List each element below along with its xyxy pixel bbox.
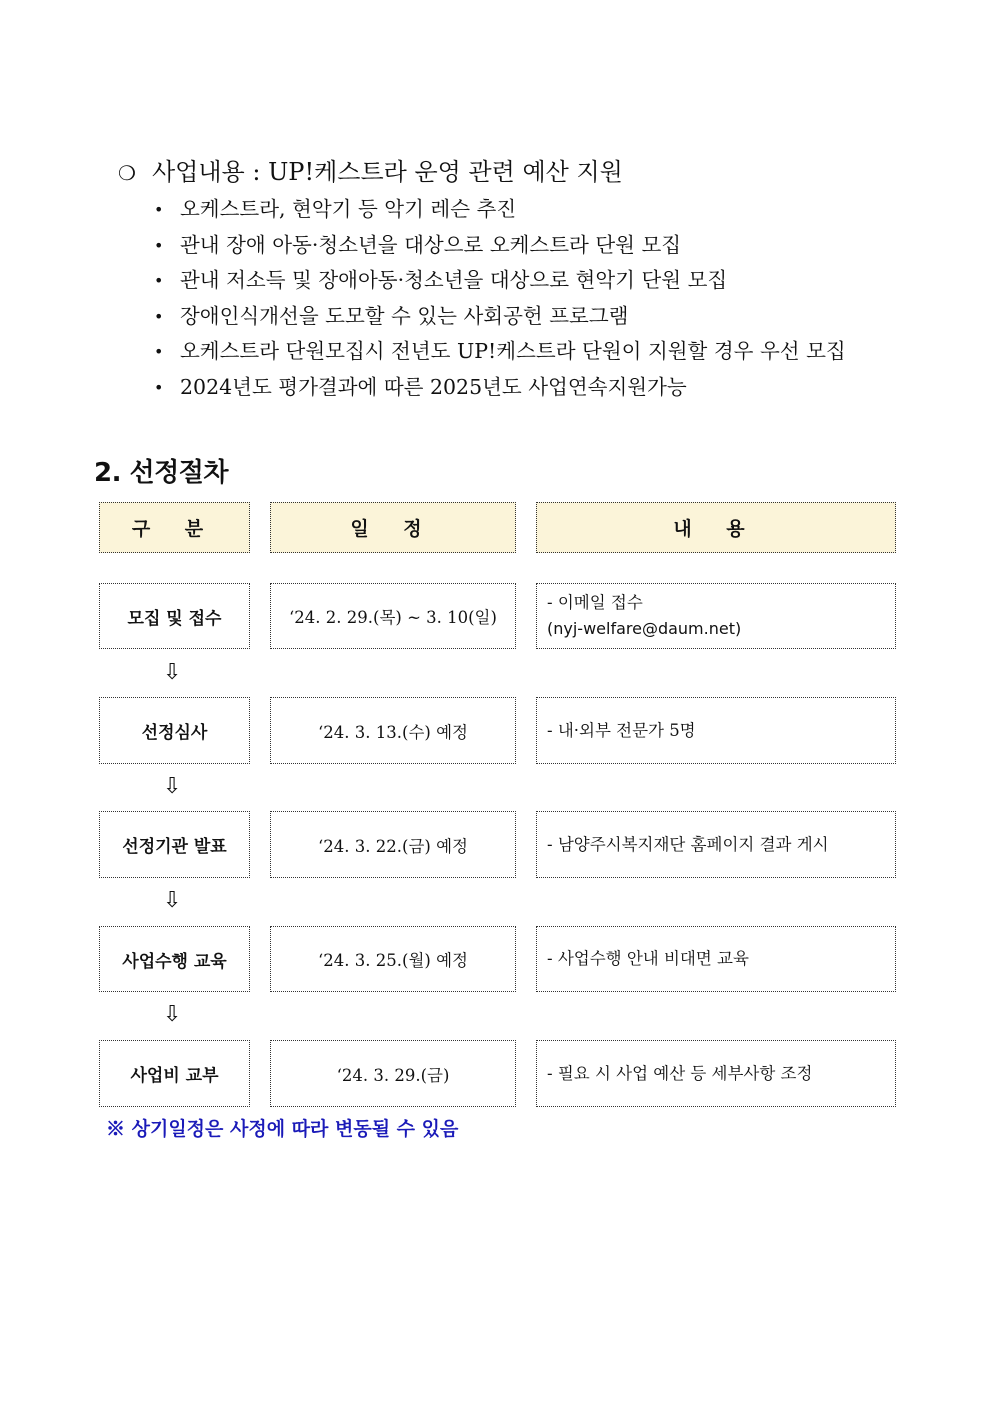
content-line: - 이메일 접수 xyxy=(547,593,643,612)
down-arrow-icon: ⇩ xyxy=(163,888,182,913)
down-arrow-icon: ⇩ xyxy=(163,1002,182,1027)
business-heading-text: 사업내용 : UP!케스트라 운영 관련 예산 지원 xyxy=(152,158,623,186)
list-item xyxy=(118,228,918,264)
list-item-text: 오케스트라, 현악기 등 악기 레슨 추진 xyxy=(180,197,517,221)
business-heading xyxy=(118,156,918,192)
row-category: 모집 및 접수 xyxy=(99,583,250,649)
section-title: 2. 선정절차 xyxy=(94,458,228,488)
bullet-dot-icon: • xyxy=(154,342,164,362)
row-schedule: ‘24. 3. 29.(금) xyxy=(270,1040,516,1107)
list-item xyxy=(118,334,918,370)
row-schedule: ‘24. 3. 22.(금) 예정 xyxy=(270,811,516,878)
header-schedule: 일 정 xyxy=(270,502,516,553)
business-section xyxy=(118,156,918,406)
row-category: 선정심사 xyxy=(99,697,250,764)
header-category: 구 분 xyxy=(99,502,250,553)
bullet-dot-icon: • xyxy=(154,271,164,291)
row-category: 선정기관 발표 xyxy=(99,811,250,878)
list-item-text: 관내 장애 아동·청소년을 대상으로 오케스트라 단원 모집 xyxy=(180,232,682,257)
row-content: - 필요 시 사업 예산 등 세부사항 조정 xyxy=(536,1040,896,1107)
row-schedule: ‘24. 3. 25.(월) 예정 xyxy=(270,926,516,992)
row-category: 사업비 교부 xyxy=(99,1040,250,1107)
list-item-text: 관내 저소득 및 장애아동·청소년을 대상으로 현악기 단원 모집 xyxy=(180,268,728,293)
row-content-text xyxy=(547,590,741,642)
header-content: 내 용 xyxy=(536,502,896,553)
row-content: - 남양주시복지재단 홈페이지 결과 게시 xyxy=(536,811,896,878)
list-item-text: 장애인식개선을 도모할 수 있는 사회공헌 프로그램 xyxy=(180,303,629,328)
bullet-dot-icon: • xyxy=(154,200,164,219)
row-schedule: ‘24. 3. 13.(수) 예정 xyxy=(270,697,516,764)
list-item xyxy=(118,263,918,299)
bullet-dot-icon: • xyxy=(154,235,164,255)
row-content: - 사업수행 안내 비대면 교육 xyxy=(536,926,896,992)
row-content xyxy=(536,583,896,649)
bullet-dot-icon: • xyxy=(154,377,164,397)
row-content: - 내·외부 전문가 5명 xyxy=(536,697,896,764)
bullet-dot-icon: • xyxy=(154,306,164,326)
row-schedule: ‘24. 2. 29.(목) ~ 3. 10(일) xyxy=(270,583,516,649)
list-item-text: 오케스트라 단원모집시 전년도 UP!케스트라 단원이 지원할 경우 우선 모집 xyxy=(180,339,846,364)
list-item xyxy=(118,299,918,335)
list-item-text: 2024년도 평가결과에 따른 2025년도 사업연속지원가능 xyxy=(180,374,687,399)
schedule-note: ※ 상기일정은 사정에 따라 변동될 수 있음 xyxy=(106,1118,459,1140)
list-item xyxy=(118,192,918,228)
list-item xyxy=(118,370,918,406)
down-arrow-icon: ⇩ xyxy=(163,660,182,685)
down-arrow-icon: ⇩ xyxy=(163,774,182,799)
circle-bullet-icon: ❍ xyxy=(118,161,136,185)
row-category: 사업수행 교육 xyxy=(99,926,250,992)
email-address: (nyj-welfare@daum.net) xyxy=(547,619,742,638)
business-list xyxy=(118,192,918,406)
